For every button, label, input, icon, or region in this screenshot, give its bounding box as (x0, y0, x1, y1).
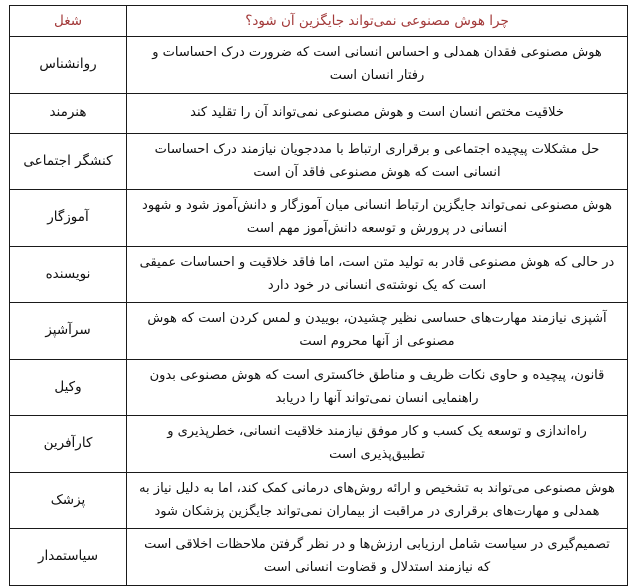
table-row (10, 529, 628, 586)
table-row (10, 359, 628, 416)
cell-reason: در حالی که هوش مصنوعی قادر به تولید متن است، اما فاقد خلاقیت و احساسات عمیقی است که یک نوشته‌ی انسانی در خود دارد (127, 246, 628, 303)
table-body (10, 37, 628, 586)
cell-reason: هوش مصنوعی نمی‌تواند جایگزین ارتباط انسانی میان آموزگار و دانش‌آموز شود و شهود انسانی در پرورش و توسعه دانش‌آموز مهم است (127, 190, 628, 247)
cell-job: آموزگار (10, 190, 127, 247)
table-row (10, 93, 628, 133)
column-header-reason: چرا هوش مصنوعی نمی‌تواند جایگزین آن شود؟ (127, 6, 628, 37)
cell-job: کارآفرین (10, 416, 127, 473)
table-row (10, 416, 628, 473)
column-header-job: شغل (10, 6, 127, 37)
cell-reason: حل مشکلات پیچیده اجتماعی و برقراری ارتباط با مددجویان نیازمند درک احساسات انسانی است که هوش مصنوعی فاقد آن است (127, 133, 628, 190)
cell-job: کنشگر اجتماعی (10, 133, 127, 190)
cell-job: سیاستمدار (10, 529, 127, 586)
cell-reason: آشپزی نیازمند مهارت‌های حساسی نظیر چشیدن، بوییدن و لمس کردن است که هوش مصنوعی از آنها محروم است (127, 303, 628, 360)
table-row (10, 190, 628, 247)
cell-reason: تصمیم‌گیری در سیاست شامل ارزیابی ارزش‌ها و در نظر گرفتن ملاحظات اخلاقی است که نیازمند استدلال و قضاوت انسانی است (127, 529, 628, 586)
cell-reason: خلاقیت مختص انسان است و هوش مصنوعی نمی‌تواند آن را تقلید کند (127, 93, 628, 133)
cell-job: سرآشپز (10, 303, 127, 360)
cell-job: هنرمند (10, 93, 127, 133)
table-container (10, 5, 628, 586)
table-row (10, 37, 628, 94)
ai-jobs-table (9, 5, 628, 586)
cell-reason: هوش مصنوعی می‌تواند به تشخیص و ارائه روش‌های درمانی کمک کند، اما به دلیل نیاز به همدلی و مهارت‌های برقراری در مراقبت از بیماران نمی‌تواند جایگزین پزشکان شود (127, 472, 628, 529)
cell-job: نویسنده (10, 246, 127, 303)
cell-reason: قانون، پیچیده و حاوی نکات ظریف و مناطق خاکستری است که هوش مصنوعی بدون راهنمایی انسان نمی‌تواند آنها را دریابد (127, 359, 628, 416)
cell-job: وکیل (10, 359, 127, 416)
cell-job: روانشناس (10, 37, 127, 94)
table-header-row (10, 6, 628, 37)
table-row (10, 246, 628, 303)
table-row (10, 472, 628, 529)
cell-reason: راه‌اندازی و توسعه یک کسب و کار موفق نیازمند خلاقیت انسانی، خطرپذیری و تطبیق‌پذیری است (127, 416, 628, 473)
cell-job: پزشک (10, 472, 127, 529)
table-row (10, 303, 628, 360)
table-row (10, 133, 628, 190)
table-header (10, 6, 628, 37)
cell-reason: هوش مصنوعی فقدان همدلی و احساس انسانی است که ضرورت درک احساسات و رفتار انسان است (127, 37, 628, 94)
